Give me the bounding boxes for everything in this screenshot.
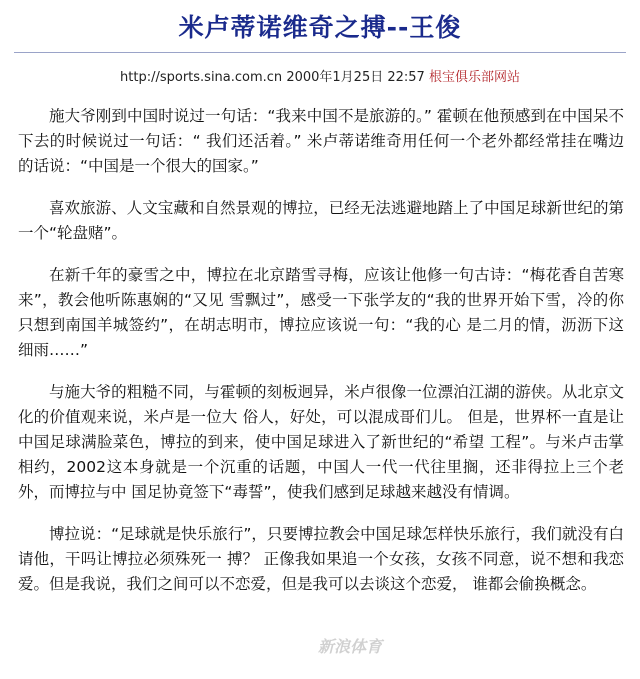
article-body [18, 104, 624, 614]
article-paragraph: 博拉说：“足球就是快乐旅行”，只要博拉教会中国足球怎样快乐旅行，我们就没有白请他，干吗让博拉必须殊死一 搏？ 正像我如果追一个女孩，女孩不同意，说不想和我恋爱。但是我说，我们之间可以不恋爱，但是我可以去谈这个恋爱， 谁都会偷换概念。 [18, 525, 624, 593]
article-title: 米卢蒂诺维奇之搏--王俊 [178, 13, 462, 42]
article-paragraph: 与施大爷的粗糙不同，与霍顿的刻板迥异，米卢很像一位漂泊江湖的游侠。从北京文化的价值观来说，米卢是一位大 俗人，好处，可以混成哥们儿。 但是，世界杯一直是让中国足球满脸菜色，博拉的到来，使中国足球进入了新世纪的“希望 工程”。与米卢击掌相约，2002这本身就是一个沉重的话题，中国人一代一代往里搁，还非得拉上三个老外，而博拉与中 国足协竟签下“毒誓”，使我们感到足球越来越没有情调。 [18, 383, 624, 501]
article-paragraph: 喜欢旅游、人文宝藏和自然景观的博拉，已经无法逃避地踏上了中国足球新世纪的第一个“轮盘赌”。 [18, 199, 624, 242]
article-paragraph: 在新千年的豪雪之中，博拉在北京踏雪寻梅，应该让他修一句古诗：“梅花香自苦寒来”，教会他听陈惠娴的“又见 雪飘过”，感受一下张学友的“我的世界开始下雪，冷的你只想到南国羊城签约”，在胡志明市，博拉应该说一句：“我的心 是二月的情，沥沥下这细雨……” [18, 266, 624, 359]
publish-date: 2000年1月25日 22:57 [286, 70, 425, 85]
article-meta [0, 66, 640, 85]
site-watermark: 新浪体育 [318, 637, 383, 656]
source-site-link[interactable]: 根宝俱乐部网站 [428, 70, 520, 85]
article-paragraph: 施大爷刚到中国时说过一句话：“我来中国不是旅游的。” 霍顿在他预感到在中国呆不下去的时候说过一句话：“ 我们还活着。” 米卢蒂诺维奇用任何一个老外都经常挂在嘴边的话说：“中国是一个很大的国家。” [18, 107, 624, 175]
title-divider [14, 52, 626, 53]
source-url-link[interactable]: http://sports.sina.com.cn [120, 70, 283, 85]
